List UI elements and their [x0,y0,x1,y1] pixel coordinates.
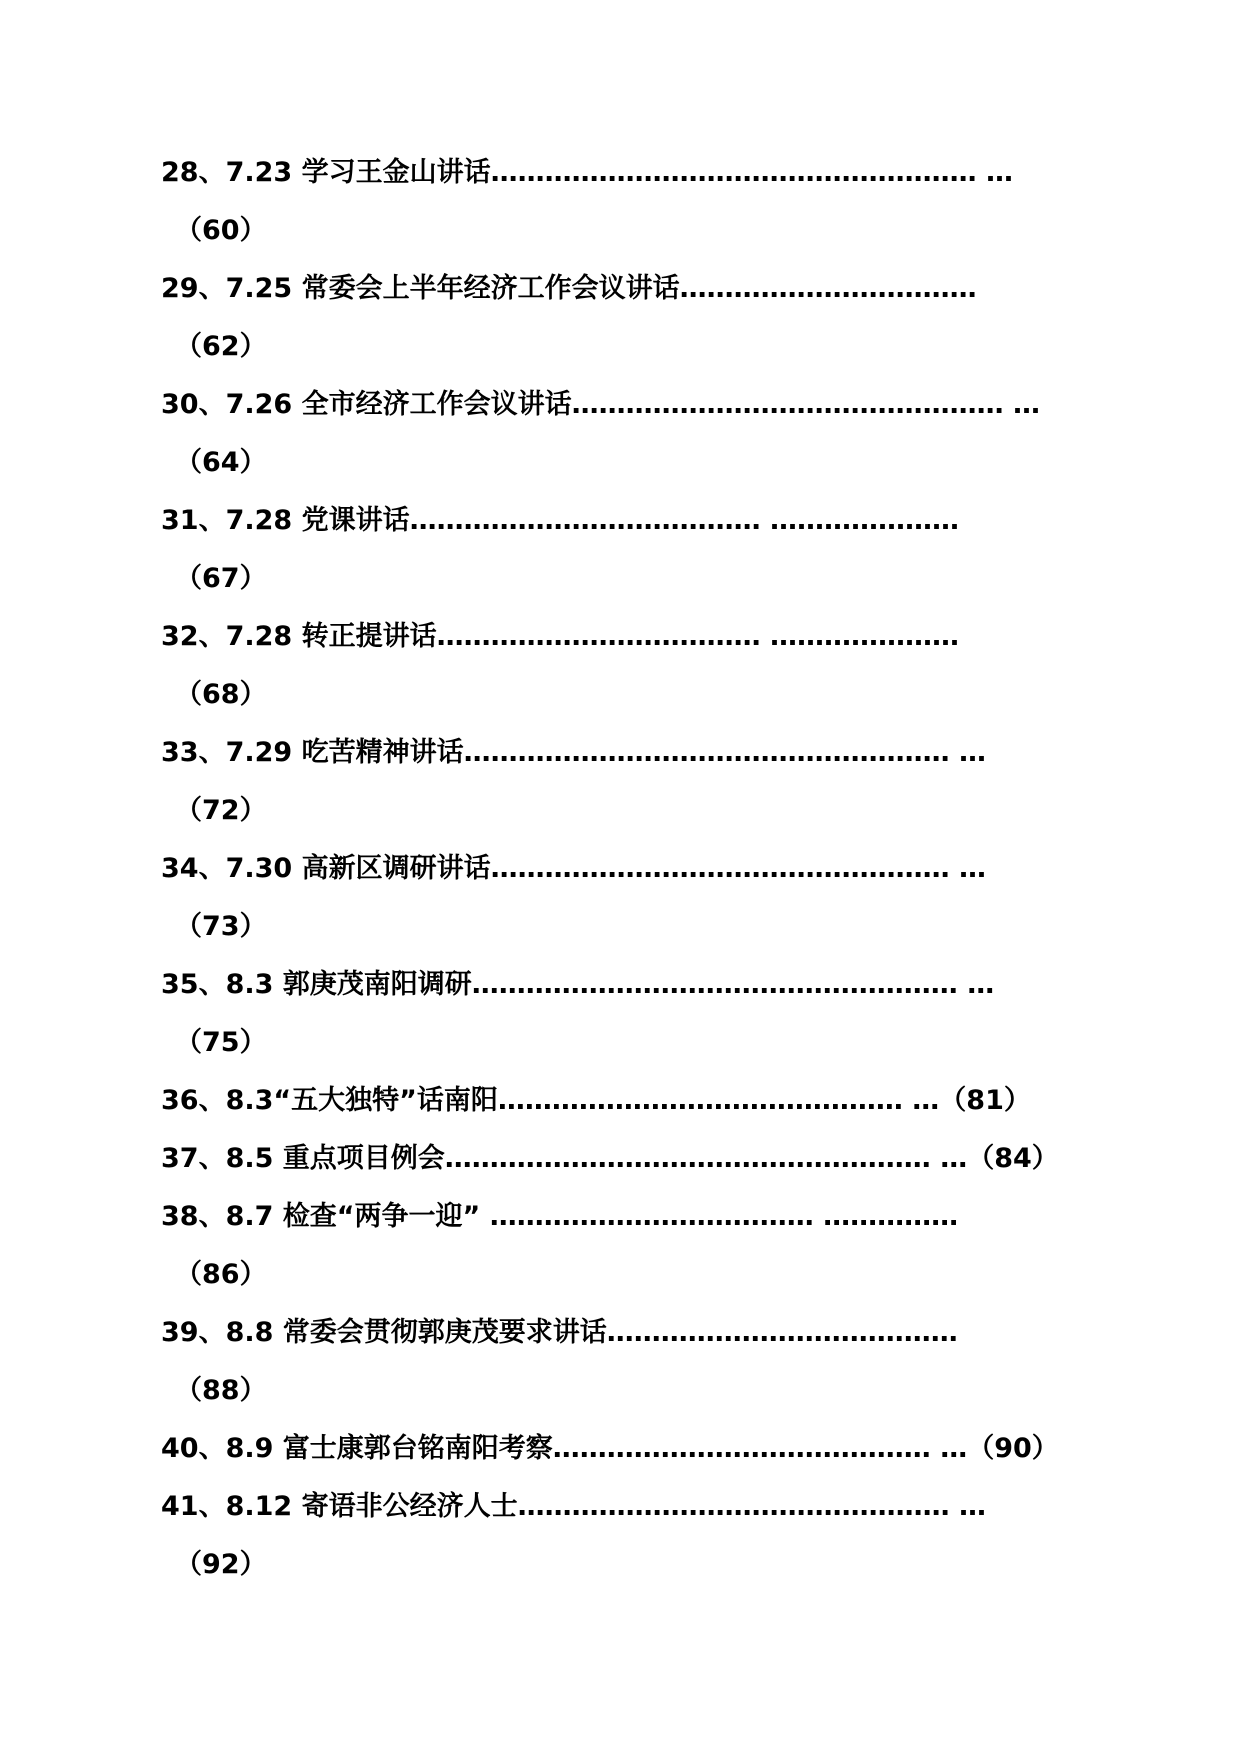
toc-entry-title: 36、8.3“五大独特”话南阳……………………………………… …（81） [161,1085,1031,1116]
toc-entry-title: 39、8.8 常委会贯彻郭庚茂要求讲话………………………………… [161,1317,958,1348]
toc-entry-page: （67） [175,563,267,594]
toc-entry-title: 32、7.28 转正提讲话……………………………… ………………… [161,621,959,652]
toc-entry-title: 40、8.9 富士康郭台铭南阳考察…………………………………… …（90） [161,1433,1059,1464]
toc-entry-title: 41、8.12 寄语非公经济人士………………………………………… … [161,1491,986,1522]
toc-entry-title: 30、7.26 全市经济工作会议讲话………………………………………… … [161,389,1040,420]
toc-entry-page: （60） [175,215,267,246]
toc-entry-page: （62） [175,331,267,362]
toc-entry-page: （64） [175,447,267,478]
toc-entry-page: （68） [175,679,267,710]
toc-entry-title: 34、7.30 高新区调研讲话…………………………………………… … [161,853,986,884]
toc-entry-title: 29、7.25 常委会上半年经济工作会议讲话…………………………… [161,273,977,304]
toc-entry-page: （73） [175,911,267,942]
toc-entry-title: 31、7.28 党课讲话………………………………… ………………… [161,505,959,536]
toc-entry-title: 37、8.5 重点项目例会……………………………………………… …（84） [161,1143,1059,1174]
toc-entry-title: 28、7.23 学习王金山讲话……………………………………………… … [161,157,1013,188]
toc-entry-title: 35、8.3 郭庚茂南阳调研……………………………………………… … [161,969,995,1000]
toc-entry-title: 33、7.29 吃苦精神讲话……………………………………………… … [161,737,986,768]
toc-entry-page: （72） [175,795,267,826]
toc-entry-page: （88） [175,1375,267,1406]
table-of-contents [161,147,1101,1597]
toc-entry-title: 38、8.7 检查“两争一迎” ……………………………… …………… [161,1201,959,1232]
toc-entry-page: （92） [175,1549,267,1580]
toc-entry-page: （86） [175,1259,267,1290]
toc-entry-page: （75） [175,1027,267,1058]
